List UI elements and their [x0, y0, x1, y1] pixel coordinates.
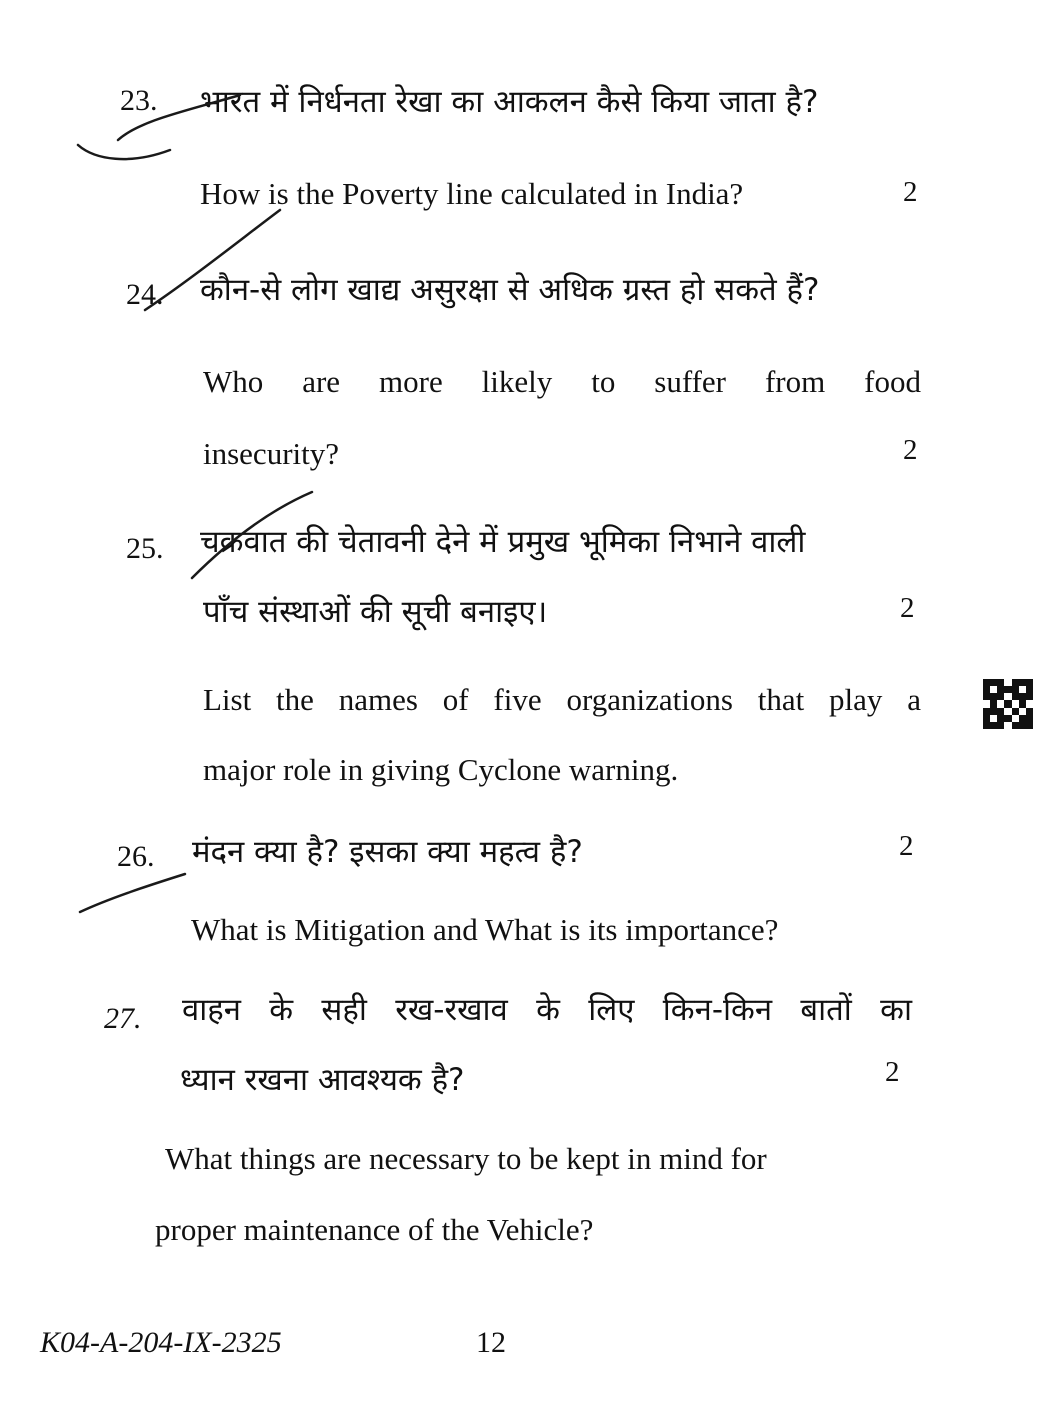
- question-25-hindi-line-2: पाँच संस्थाओं की सूची बनाइए।: [203, 594, 548, 630]
- question-27-english-line-1: What things are necessary to be kept in mind for: [165, 1141, 767, 1176]
- question-24-marks: 2: [903, 434, 918, 466]
- question-27-number: 27.: [104, 1002, 142, 1035]
- question-26-english: What is Mitigation and What is its importance?: [191, 912, 779, 947]
- question-26-number: 26.: [117, 840, 155, 873]
- question-23-number: 23.: [120, 84, 158, 117]
- question-26-hindi: मंदन क्या है? इसका क्या महत्व है?: [192, 834, 583, 870]
- question-25-number: 25.: [126, 532, 164, 565]
- question-27-english-line-2: proper maintenance of the Vehicle?: [155, 1212, 594, 1247]
- question-25-hindi-line-1: चक्रवात की चेतावनी देने में प्रमुख भूमिका निभाने वाली: [200, 524, 806, 560]
- question-25-marks: 2: [900, 592, 915, 624]
- tick-mark-23-tail: [78, 145, 170, 159]
- footer-paper-code: K04-A-204-IX-2325: [40, 1326, 282, 1359]
- question-26-marks: 2: [899, 830, 914, 862]
- question-25-english-line-1: List the names of five organizations that play a: [203, 682, 921, 717]
- question-27-hindi-line-1: वाहन के सही रख-रखाव के लिए किन-किन बातों का: [182, 992, 912, 1028]
- question-27-hindi-line-2: ध्यान रखना आवश्यक है?: [180, 1062, 465, 1098]
- question-24-number: 24.: [126, 278, 164, 311]
- question-24-english-line-2: insecurity?: [203, 436, 340, 471]
- qr-code: [983, 679, 1033, 729]
- question-24-hindi: कौन-से लोग खाद्य असुरक्षा से अधिक ग्रस्त हो सकते हैं?: [200, 272, 820, 308]
- question-25-english-line-2: major role in giving Cyclone warning.: [203, 752, 679, 787]
- question-23-hindi: भारत में निर्धनता रेखा का आकलन कैसे किया जाता है?: [200, 84, 819, 120]
- question-27-marks: 2: [885, 1056, 900, 1088]
- question-23-marks: 2: [903, 176, 918, 208]
- footer-page-number: 12: [476, 1326, 506, 1359]
- tick-mark-26: [80, 874, 185, 912]
- question-23-english: How is the Poverty line calculated in India?: [200, 176, 744, 211]
- question-24-english-line-1: Who are more likely to suffer from food: [203, 364, 921, 399]
